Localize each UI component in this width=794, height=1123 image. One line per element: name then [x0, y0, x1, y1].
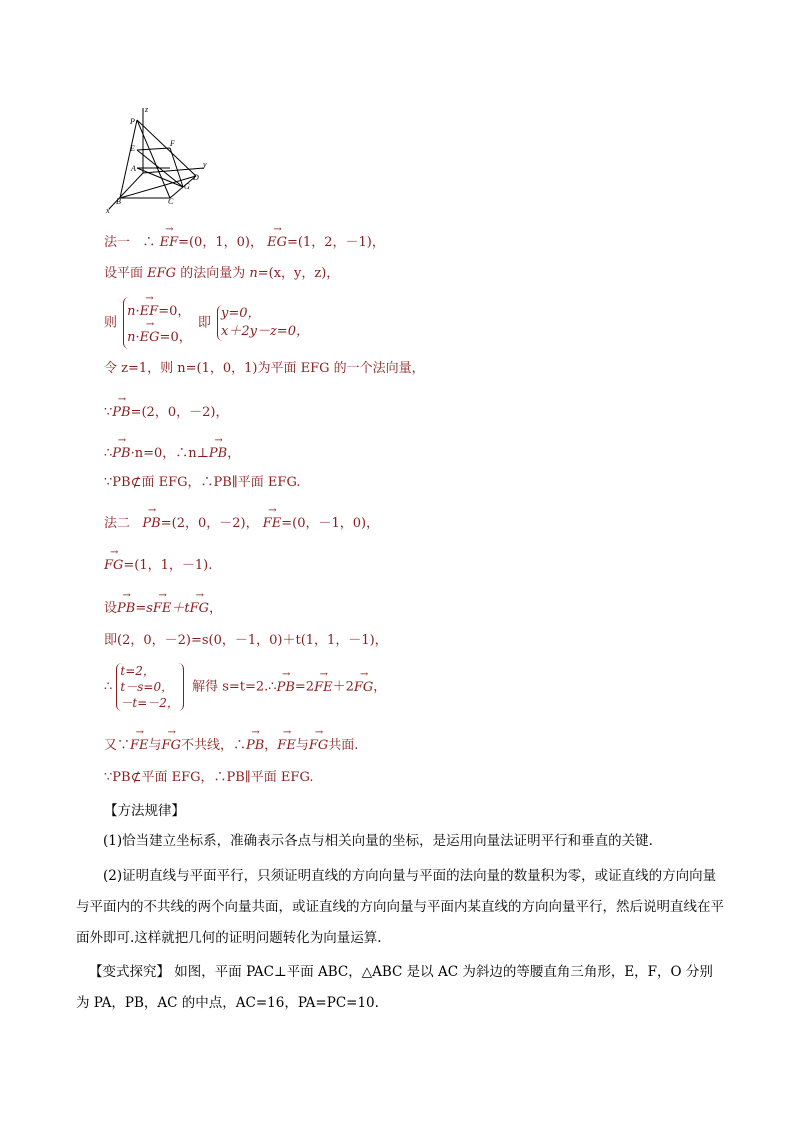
text-fragment: ＋t	[171, 601, 190, 616]
text-fragment: 设平面	[104, 266, 144, 281]
system-3	[116, 663, 184, 711]
label-g: G	[184, 182, 190, 191]
method1-line1	[104, 230, 385, 252]
plane-name: EFG	[147, 266, 177, 281]
label-x: x	[106, 206, 110, 215]
ie-word: 即	[197, 315, 211, 331]
therefore-symbol: ∴	[104, 679, 113, 695]
method2-coplanar-line	[104, 733, 358, 755]
edge-ef	[137, 148, 170, 150]
text-fragment: ·n=0，∴n⊥	[130, 446, 209, 461]
text-fragment: =(x，y，z)，	[257, 266, 340, 281]
vector-ef: → EF	[140, 297, 159, 323]
equation-y: y=0，	[221, 306, 261, 321]
method2-conclusion: ∵PB⊄平面 EFG，∴PB∥平面 EFG.	[104, 770, 314, 785]
edge-pc	[137, 120, 170, 198]
equation-t: t=2，	[120, 664, 155, 678]
label-e: E	[130, 144, 135, 153]
text-fragment: ＋2	[332, 679, 354, 695]
method2-ie-line: 即(2，0，－2)=s(0，－1，0)＋t(1，1，－1)，	[104, 633, 388, 648]
vector-fg-value: =(1，1，－1).	[123, 558, 213, 573]
x-axis-line	[109, 173, 143, 209]
vector-pb: → PB	[112, 400, 130, 422]
vector-fg: → FG	[190, 596, 209, 618]
vector-pb: → PB	[117, 596, 135, 618]
label-d: D	[193, 173, 199, 182]
label-b: B	[116, 197, 121, 206]
method1-pb-line	[104, 400, 228, 422]
text-fragment: ，	[373, 679, 387, 695]
vector-eg-value: =(1，2，－1)，	[286, 235, 385, 250]
vector-fg: → FG	[162, 733, 181, 755]
text-fragment: ，	[264, 738, 278, 753]
label-a: A	[131, 164, 136, 173]
vector-fe: → FE	[130, 733, 149, 755]
vector-fg: → FG	[309, 733, 328, 755]
vector-pb: → PB	[112, 441, 130, 463]
system-2	[217, 305, 309, 341]
vector-eg: → EG	[267, 230, 287, 252]
method1-let-line: 令 z=1，则 n=(1，0，1)为平面 EFG 的一个法向量，	[104, 361, 425, 376]
text-fragment: n·	[127, 330, 140, 345]
text-fragment: 不共线，∴	[180, 738, 246, 753]
then-word: 则	[104, 315, 118, 331]
label-z: z	[145, 105, 149, 114]
method2-line1	[104, 511, 379, 533]
rules-paragraph-1: (1)恰当建立坐标系，准确表示各点与相关向量的坐标，是运用向量法证明平行和垂直的关键.	[103, 833, 653, 849]
therefore-symbol: ∴	[104, 446, 113, 461]
method1-dot-line	[104, 441, 240, 463]
text-fragment: 设	[104, 601, 118, 616]
equation-ts: t－s=0，	[120, 680, 174, 694]
vector-fe: → FE	[153, 596, 172, 618]
vector-fe: → FE	[277, 733, 296, 755]
label-p: P	[130, 117, 135, 126]
geometry-figure	[100, 100, 220, 215]
therefore-symbol: ∴	[142, 235, 156, 250]
text-fragment: 的法向量为	[180, 266, 246, 281]
label-f: F	[170, 139, 175, 148]
vector-fe-value: =(0，－1，0)，	[281, 516, 380, 531]
text-fragment: ，	[227, 446, 241, 461]
vector-pb-value: =(2，0，－2)，	[130, 405, 229, 420]
text-fragment: =s	[135, 601, 153, 616]
text-fragment: 解得 s=t=2.∴	[192, 679, 277, 695]
vector-fe: → FE	[314, 675, 333, 697]
normal-vector-name: n	[249, 266, 258, 281]
method2-set-line	[104, 596, 222, 618]
text-fragment: ，	[209, 601, 223, 616]
text-fragment: 共面.	[328, 738, 359, 753]
method2-line2	[104, 553, 212, 575]
vector-pb: → PB	[277, 675, 295, 697]
text-fragment: n·	[127, 304, 140, 319]
vector-pb: → PB	[142, 511, 160, 533]
system-1	[123, 297, 192, 349]
rules-title: 【方法规律】	[104, 803, 185, 819]
label-c: C	[168, 197, 174, 206]
rules-paragraph-2: (2)证明直线与平面平行，只须证明直线的方向向量与平面的法向量的数量积为零，或证直线的方向向量与平面内的不共线的两个向量共面，或证直线的方向向量与平面内某直线的方向向量平行，然后说明直线在平面外即可.这样就把几何的证明问题转化为向量运算.	[76, 868, 724, 946]
method2-system-line	[104, 663, 386, 711]
variant-paragraph: 【变式探究】 如图，平面 PAC⊥平面 ABC，△ABC 是以 AC 为斜边的等腰直角三角形，E，F，O 分别为 PA，PB，AC 的中点，AC=16，PA=PC=10.	[76, 964, 713, 1011]
text-fragment: =0，	[158, 304, 191, 319]
method1-line2	[104, 265, 339, 283]
text-fragment: 与	[295, 738, 309, 753]
method1-conclusion: ∵PB⊄面 EFG，∴PB∥平面 EFG.	[104, 475, 301, 490]
method1-label: 法一	[104, 235, 131, 250]
vector-pb: → PB	[209, 441, 227, 463]
text-fragment: =0，	[159, 330, 192, 345]
text-fragment: 又∵	[104, 738, 131, 753]
vector-eg: → EG	[140, 323, 160, 349]
edge-pb	[120, 120, 137, 198]
because-symbol: ∵	[104, 405, 113, 420]
vector-fe: → FE	[263, 511, 282, 533]
equation-xyz: x＋2y－z=0，	[221, 324, 309, 339]
text-fragment: =2	[294, 679, 315, 695]
vector-fg: → FG	[354, 675, 373, 697]
vector-fg: → FG	[104, 553, 123, 575]
equation-neg-t: －t=－2，	[120, 696, 179, 710]
method2-label: 法二	[104, 516, 131, 531]
vector-pb-value: =(2，0，－2)，	[160, 516, 259, 531]
vector-ef-value: =(0，1，0)，	[178, 235, 263, 250]
vector-ef: → EF	[160, 230, 179, 252]
method1-system	[104, 297, 311, 349]
vector-pb: → PB	[246, 733, 264, 755]
edge-ag	[137, 168, 183, 187]
text-fragment: 与	[148, 738, 162, 753]
label-y: y	[203, 160, 207, 169]
